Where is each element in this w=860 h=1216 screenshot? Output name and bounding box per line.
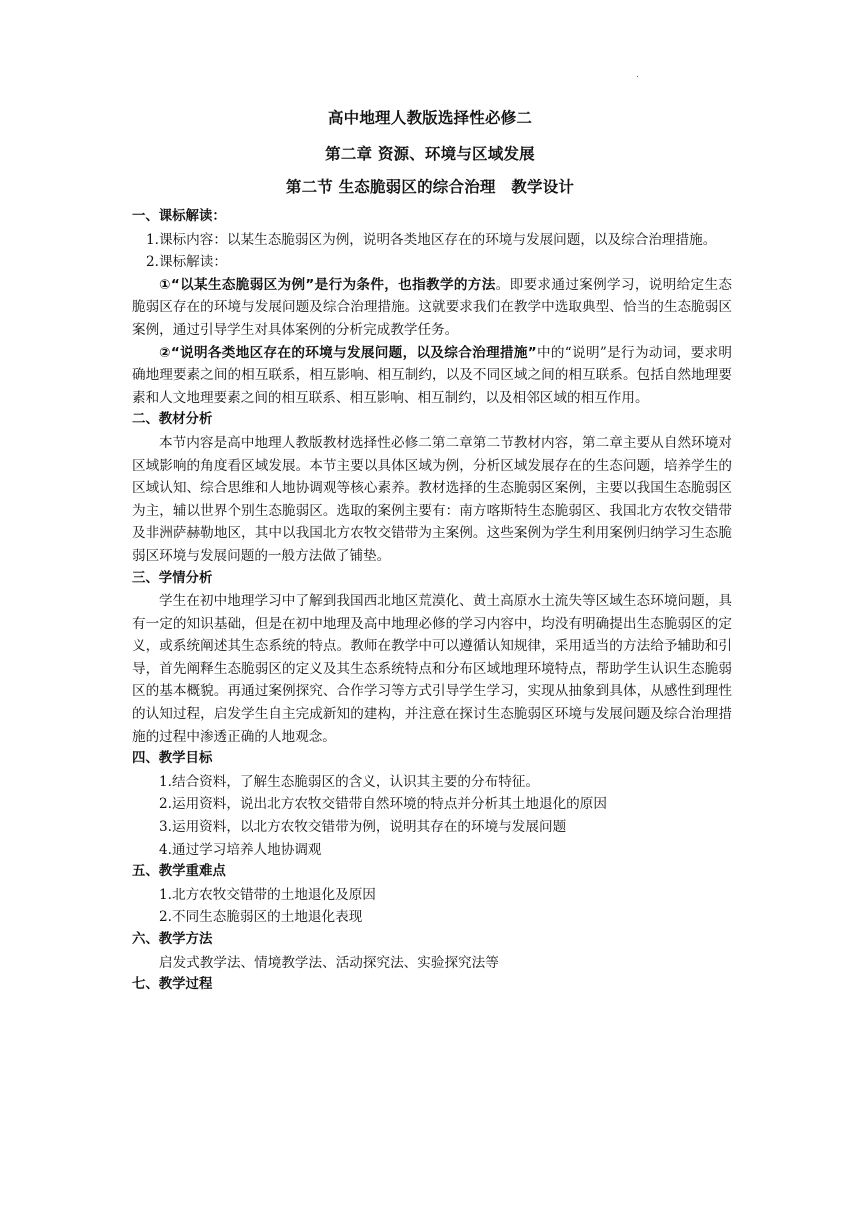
document-body [132,206,732,997]
interpretation-2-text: 中的“说明”是行为动词，要求明确地理要素之间的相互联系，相互影响、相互制约，以及不同区域之间的相互联系。包括自然地理要素和人文地理要素之间的相互联系、相互影响、相互制约，以及相邻区域的相互作用。 [132,344,732,406]
goal-item: 3.运用资料，以北方农牧交错带为例，说明其存在的环境与发展问题 [159,819,567,836]
learner-analysis-paragraph: 学生在初中地理学习中了解到我国西北地区荒漠化、黄土高原水土流失等区域生态环境问题，具有一定的知识基础，但是在初中地理及高中地理必修的学习内容中，均没有明确提出生态脆弱区的定义，或系统阐述其生态系统的特点。教师在教学中可以遵循认知规律，采用适当的方法给予辅助和引导，首先阐释生态脆弱区的定义及其生态系统特点和分布区域地理环境特点，帮助学生认识生态脆弱区的基本概貌。再通过案例探究、合作学习等方式引导学生学习，实现从抽象到具体，从感性到理性的认知过程，启发学生自主完成新知的建构，并注意在探讨生态脆弱区环境与发展问题及综合治理措施的过程中渗透正确的人地观念。 [132,593,732,745]
chapter-title: 第二章 资源、环境与区域发展 [325,145,535,163]
goal-item: 4.通过学习培养人地协调观 [159,841,322,858]
interpretation-paragraph-1 [132,274,732,342]
section-heading-curriculum: 一、课标解读： [132,209,226,224]
goal-item: 2.运用资料，说出北方农牧交错带自然环境的特点并分析其土地退化的原因 [159,796,607,813]
interpretation-paragraph-2 [132,342,732,410]
interpretation-1-emphasis: ①“以某生态脆弱区为例”是行为条件，也指教学的方法 [159,276,496,293]
section-heading-learners: 三、学情分析 [132,570,213,586]
section-heading-methods: 六、教学方法 [132,932,213,947]
section-heading-textbook: 二、教材分析 [132,412,213,428]
key-point-item: 1.北方农牧交错带的土地退化及原因 [159,886,376,903]
section-heading-process: 七、教学过程 [132,977,213,993]
section-heading-goals: 四、教学目标 [132,751,213,767]
curriculum-interpretation-item: 2.课标解读： [146,254,227,271]
goal-item: 1.结合资料，了解生态脆弱区的含义，认识其主要的分布特征。 [159,773,539,790]
section-heading-key-points: 五、教学重难点 [132,864,226,880]
teaching-methods-text: 启发式教学法、情境教学法、活动探究法、实验探究法等 [159,954,499,971]
document-title: 高中地理人教版选择性必修二 [327,109,533,127]
curriculum-content-item: 1.课标内容：以某生态脆弱区为例，说明各类地区存在的环境与发展问题，以及综合治理措施。 [146,231,717,248]
interpretation-1-text: 。即要求通过案例学习，说明给定生态脆弱区存在的环境与发展问题及综合治理措施。这就要求我们在教学中选取典型、恰当的生态脆弱区案例，通过引导学生对具体案例的分析完成教学任务。 [132,276,732,338]
interpretation-2-emphasis: ②“说明各类地区存在的环境与发展问题，以及综合治理措施” [159,344,537,361]
section-title: 第二节 生态脆弱区的综合治理 教学设计 [285,178,575,196]
key-point-item: 2.不同生态脆弱区的土地退化表现 [159,909,363,926]
textbook-analysis-paragraph: 本节内容是高中地理人教版教材选择性必修二第二章第二节教材内容，第二章主要从自然环境对区域影响的角度看区域发展。本节主要以具体区域为例，分析区域发展存在的生态问题，培养学生的区域认知、综合思维和人地协调观等核心素养。教材选择的生态脆弱区案例，主要以我国生态脆弱区为主，辅以世界个别生态脆弱区。选取的案例主要有：南方喀斯特生态脆弱区、我国北方农牧交错带及非洲萨赫勒地区，其中以我国北方农牧交错带为主案例。这些案例为学生利用案例归纳学习生态脆弱区环境与发展问题的一般方法做了铺垫。 [132,434,732,564]
page-marker: . [636,70,639,80]
